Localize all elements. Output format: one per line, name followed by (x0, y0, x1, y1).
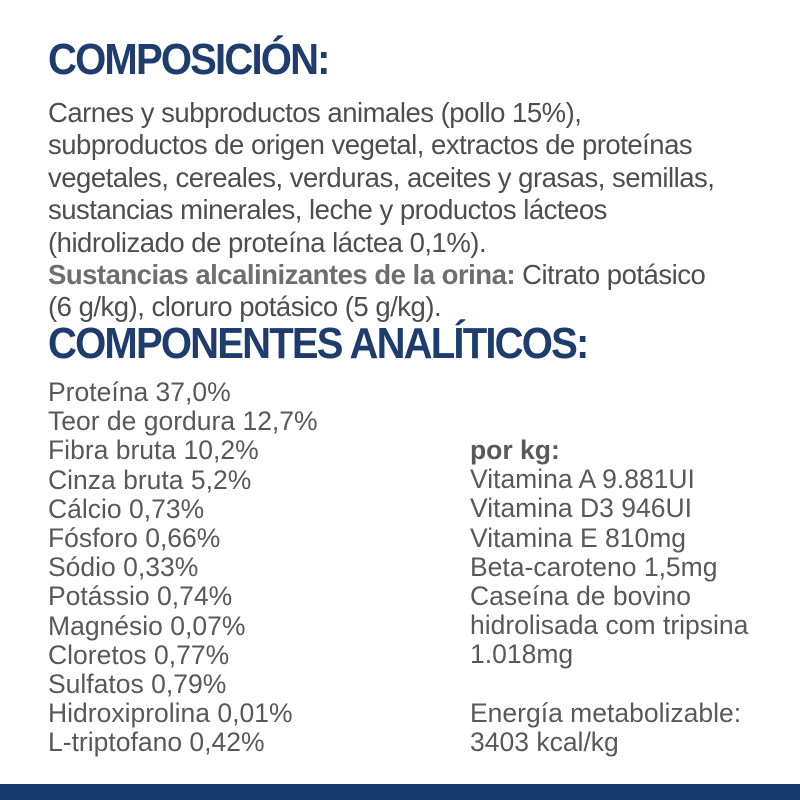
analytical-item: Sódio 0,33% (48, 552, 199, 583)
analytical-item: Magnésio 0,07% (48, 610, 246, 641)
composition-body (48, 97, 714, 324)
per-kg-item: Vitamina A 9.881UI (470, 464, 695, 495)
analytical-components-heading: COMPONENTES ANALÍTICOS: (48, 319, 588, 368)
analytical-item: L-triptofano 0,42% (48, 727, 265, 758)
per-kg-item: hidrolisada com tripsina (470, 610, 749, 641)
analytical-right-column (470, 436, 748, 757)
composition-line: Carnes y subproductos animales (pollo 15%), (48, 97, 582, 128)
analytical-item: Cálcio 0,73% (48, 493, 205, 524)
composition-heading: COMPOSICIÓN: (48, 35, 329, 84)
analytical-item: Potássio 0,74% (48, 581, 233, 612)
energy-value: 3403 kcal/kg (470, 727, 619, 758)
analytical-item: Cinza bruta 5,2% (48, 464, 252, 495)
per-kg-item: Caseína de bovino (470, 581, 691, 612)
energy-block (470, 699, 748, 757)
analytical-item: Fósforo 0,66% (48, 523, 221, 554)
bottom-border-bar (0, 784, 800, 800)
per-kg-label: por kg: (470, 435, 560, 465)
analytical-item: Cloretos 0,77% (48, 639, 230, 670)
analytical-item: Fibra bruta 10,2% (48, 435, 259, 466)
analytical-item: Hidroxiprolina 0,01% (48, 698, 293, 729)
composition-line: subproductos de origen vegetal, extractos de proteínas (48, 129, 693, 161)
alkalizing-line: (6 g/kg), cloruro potásico (5 g/kg). (48, 291, 442, 323)
per-kg-item: Beta-caroteno 1,5mg (470, 551, 718, 582)
per-kg-item: Vitamina E 810mg (470, 522, 687, 553)
alkalizing-agents-label: Sustancias alcalinizantes de la orina: (48, 259, 516, 291)
analytical-left-column (48, 378, 318, 758)
per-kg-item: Vitamina D3 946UI (470, 493, 692, 524)
composition-line: sustancias minerales, leche y productos lácteos (48, 194, 607, 226)
alkalizing-agents-value: Citrato potásico (515, 259, 706, 291)
energy-label: Energía metabolizable: (470, 697, 742, 728)
alkalizing-line (48, 259, 714, 291)
analytical-item: Teor de gordura 12,7% (48, 406, 318, 437)
analytical-item: Sulfatos 0,79% (48, 669, 227, 700)
composition-line: (hidrolizado de proteína láctea 0,1%). (48, 226, 487, 258)
composition-line: vegetales, cereales, verduras, aceites y grasas, semillas, (48, 161, 715, 193)
per-kg-item: 1.018mg (470, 639, 574, 670)
analytical-item: Proteína 37,0% (48, 377, 231, 407)
